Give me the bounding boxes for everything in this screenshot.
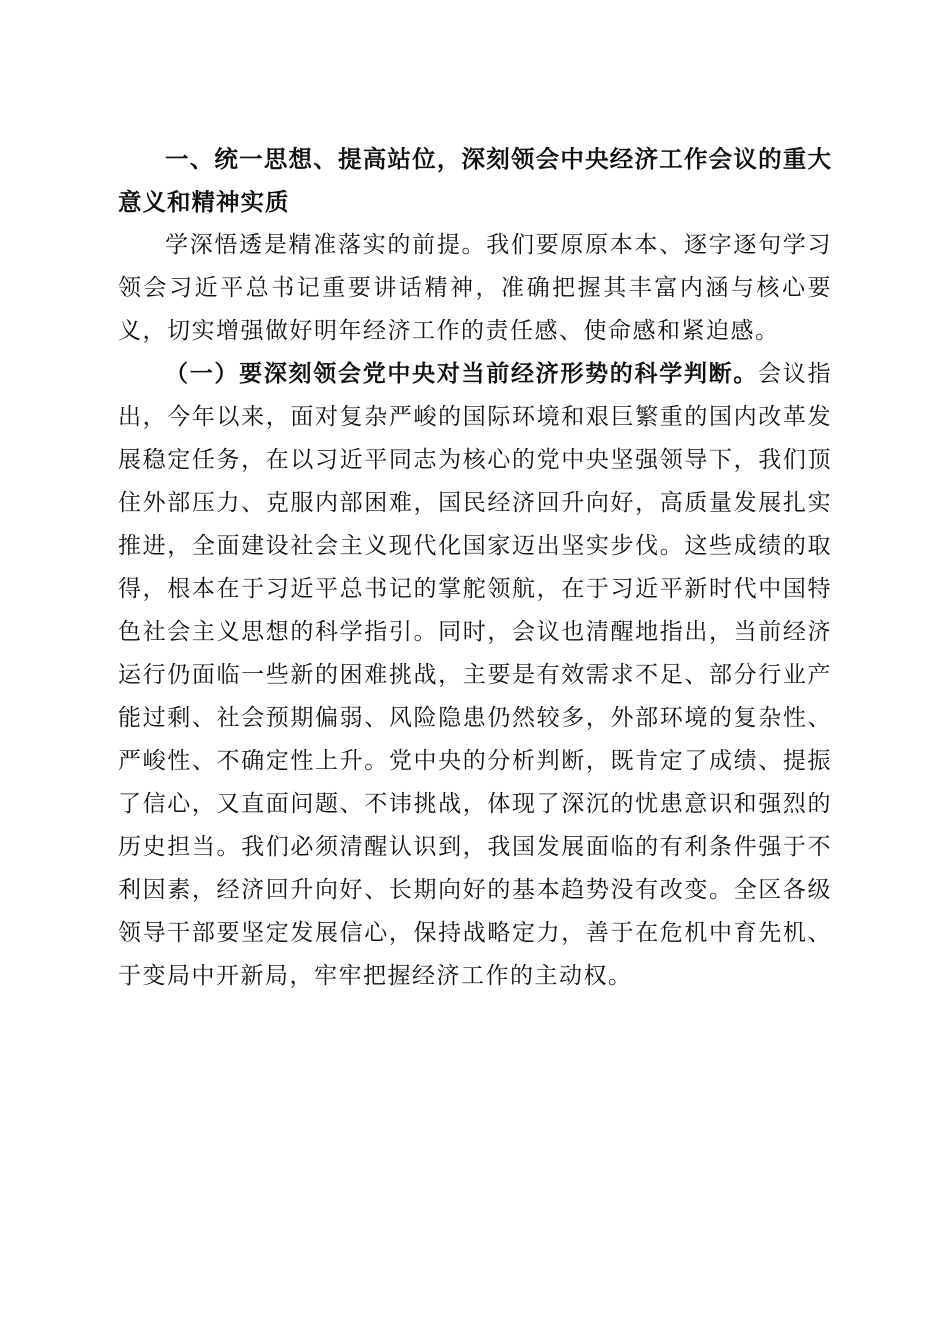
section-heading: 一、统一思想、提高站位，深刻领会中央经济工作会议的重大意义和精神实质 <box>118 145 832 216</box>
subsection-body: 会议指出，今年以来，面对复杂严峻的国际环境和艰巨繁重的国内改革发展稳定任务，在以习近平同志为核心的党中央坚强领导下，我们顶住外部压力、克服内部困难，国民经济回升向好，高质量发展扎实推进，全面建设社会主义现代化国家迈出坚实步伐。这些成绩的取得，根本在于习近平总书记的掌舵领航，在于习近平新时代中国特色社会主义思想的科学指引。同时，会议也清醒地指出，当前经济运行仍面临一些新的困难挑战，主要是有效需求不足、部分行业产能过剩、社会预期偏弱、风险隐患仍然较多，外部环境的复杂性、严峻性、不确定性上升。党中央的分析判断，既肯定了成绩、提振了信心，又直面问题、不讳挑战，体现了深沉的忧患意识和强烈的历史担当。我们必须清醒认识到，我国发展面临的有利条件强于不利因素，经济回升向好、长期向好的基本趋势没有改变。全区各级领导干部要坚定发展信心，保持战略定力，善于在危机中育先机、于变局中开新局，牢牢把握经济工作的主动权。 <box>118 361 833 989</box>
subsection-title: （一）要深刻领会党中央对当前经济形势的科学判断。 <box>165 361 759 387</box>
paragraph-intro: 学深悟透是精准落实的前提。我们要原原本本、逐字逐句学习领会习近平总书记重要讲话精神，准确把握其丰富内涵与核心要义，切实增强做好明年经济工作的责任感、使命感和紧迫感。 <box>118 232 832 344</box>
paragraph-economic-situation <box>118 353 832 998</box>
document-body <box>118 138 832 998</box>
